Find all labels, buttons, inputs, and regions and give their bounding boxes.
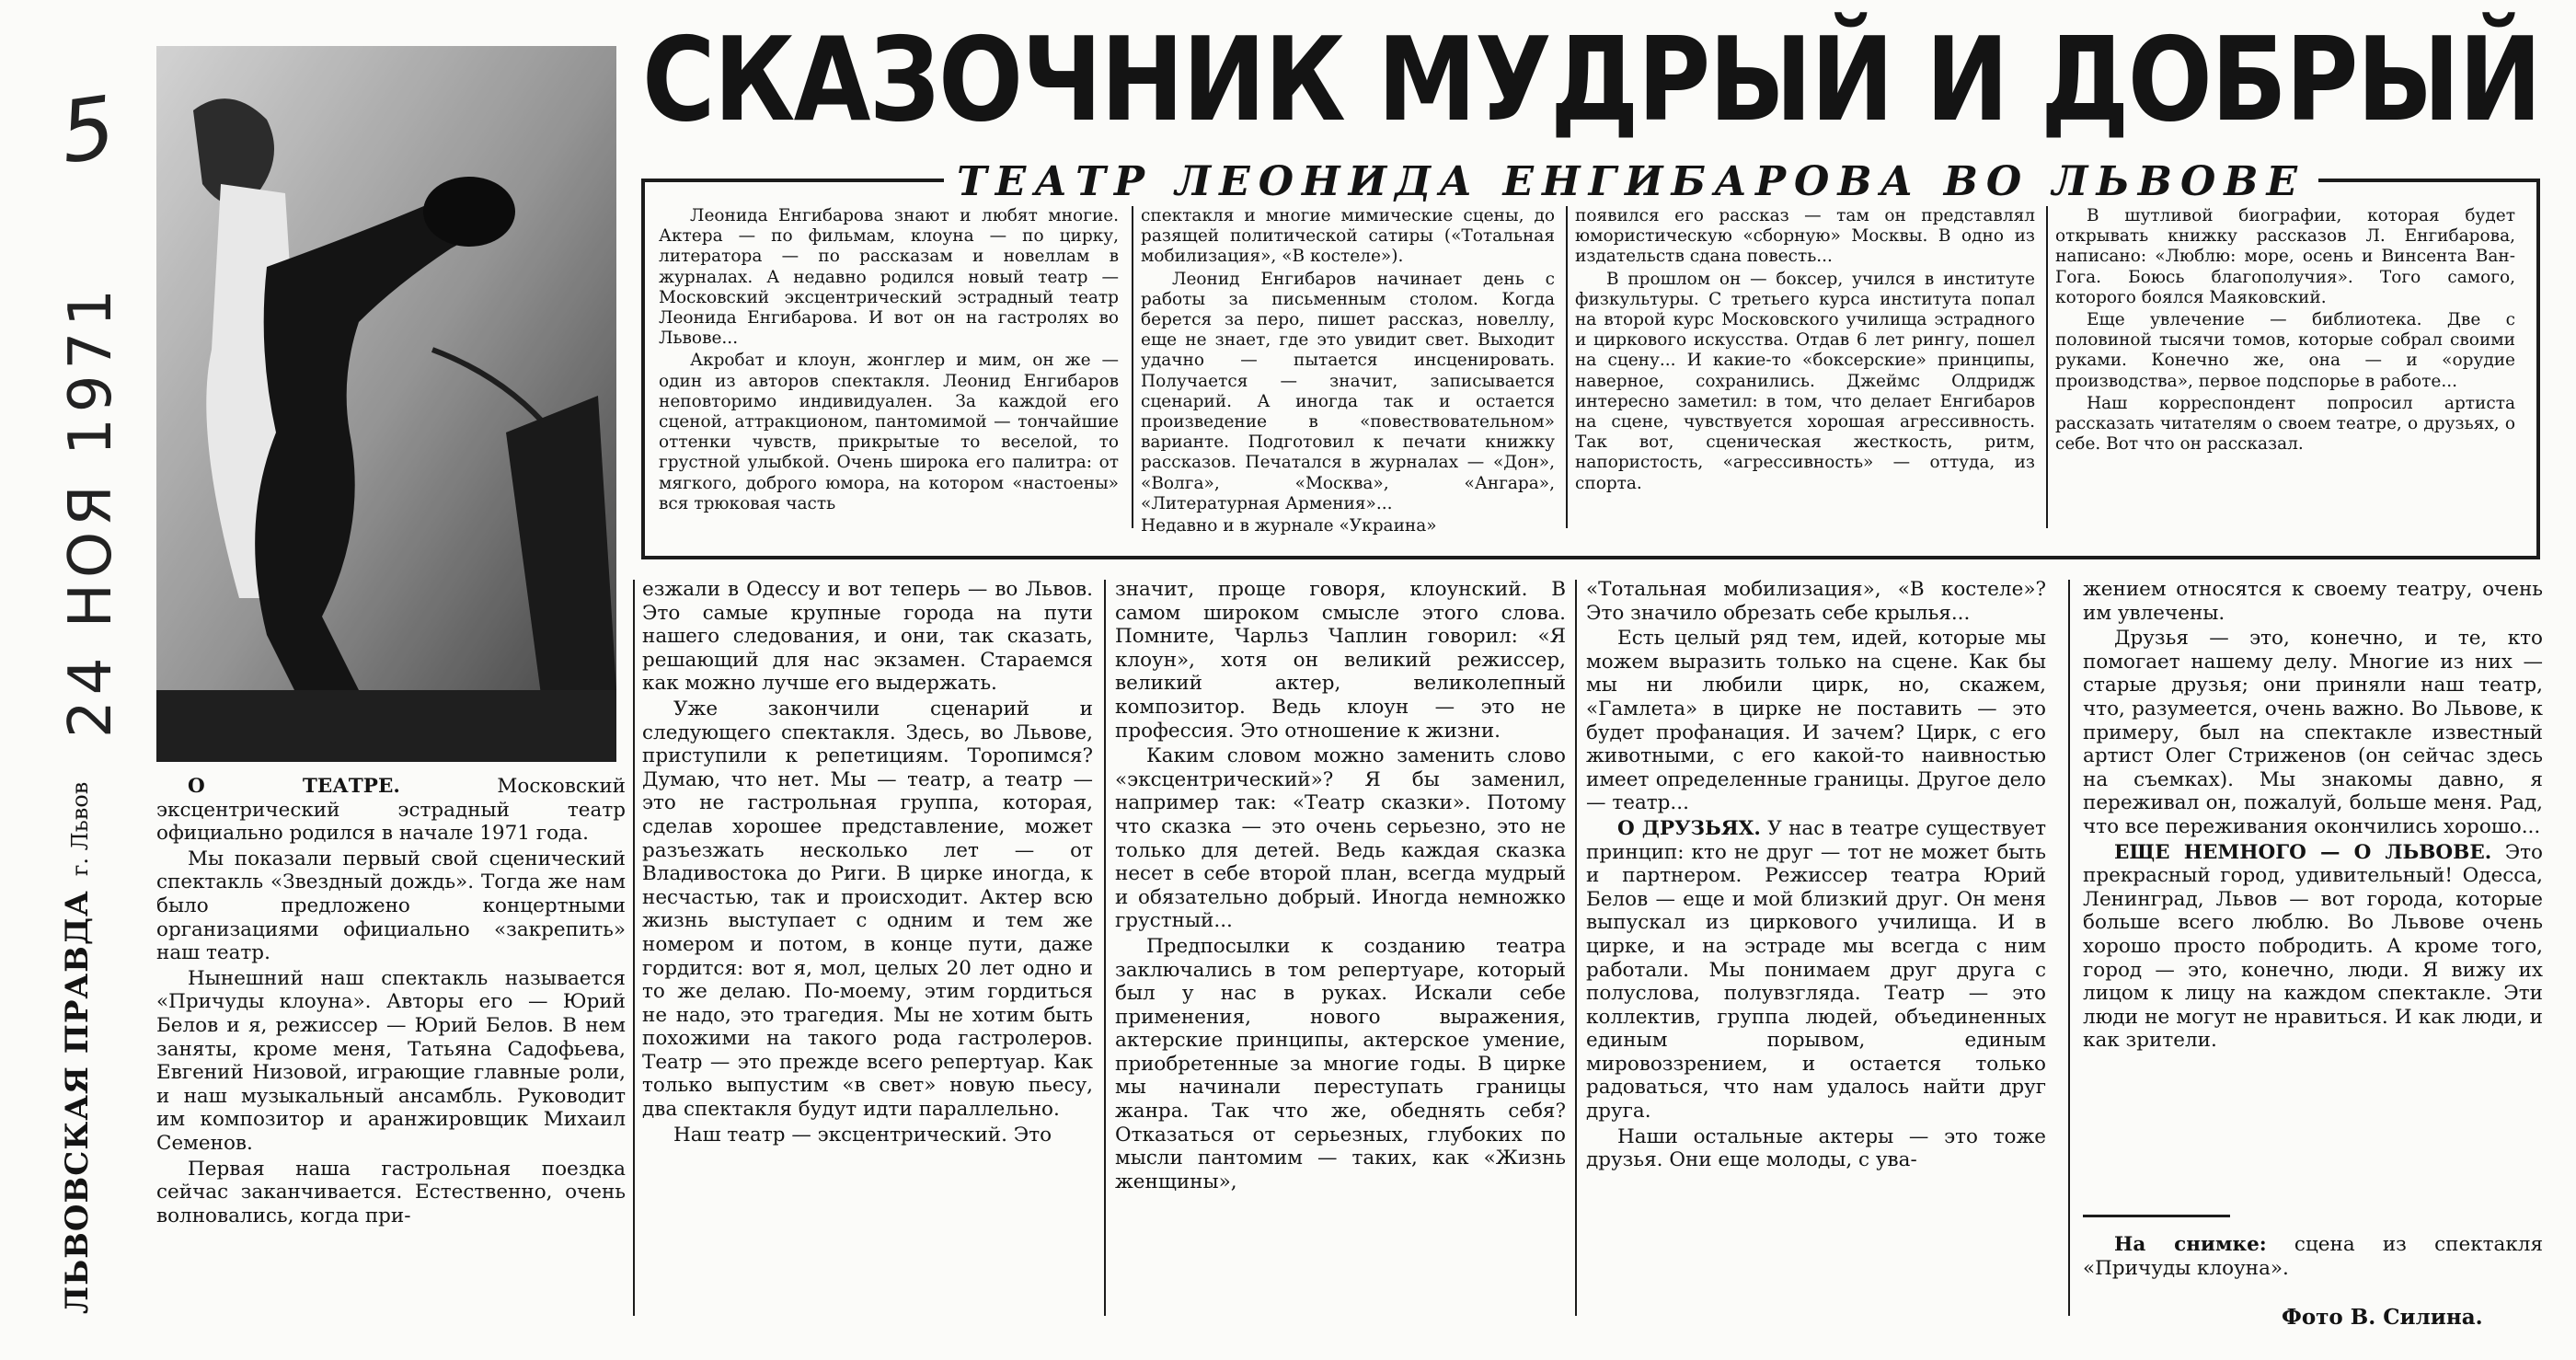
- intro-divider: [1566, 206, 1568, 528]
- body-paragraph: Каким словом можно заменить слово «эксцентрический»? Я бы заменил, например так: «Театр сказки». Потому что сказка — это очень серьезно, это не только для детей. Ведь каждая сказка несет в себе второй план, всегда мудрый и обязательно добрый. Иногда немножко грустный...: [1115, 744, 1566, 933]
- body-paragraph: жением относятся к своему театру, очень им увлечены.: [2083, 578, 2543, 625]
- body-paragraph: Мы показали первый свой сценический спектакль «Звездный дождь». Тогда же нам было предложено концертными организациями официально «закрепить» наш театр.: [156, 847, 626, 965]
- body-paragraph: Наши остальные актеры — это тоже друзья. Они еще молоды, с ува-: [1586, 1124, 2046, 1172]
- intro-paragraph: Наш корреспондент попросил артиста рассказать читателям о своем театре, о друзьях, о себе. Вот что он рассказал.: [2055, 393, 2515, 455]
- handwritten-page-number: 5: [53, 77, 121, 183]
- intro-paragraph: Леонид Енгибаров начинает день с работы за письменным столом. Когда берется за перо, пишет рассказ, новеллу, еще не знает, где это увидит свет. Выходит удачно — пытается инсценировать. Получается — значит, записывается сценарий. А иногда так и остается произведение в «повествовательном» варианте. Подготовил к печати книжку рассказов. Печатался в журналах — «Дон», «Волга», «Москва», «Ангара», «Литературная Армения»...: [1141, 269, 1555, 513]
- intro-column-4: [2055, 206, 2515, 543]
- body-column-2: [642, 578, 1093, 1332]
- body-column-4: [1586, 578, 2046, 1332]
- body-paragraph: О ДРУЗЬЯХ. У нас в театре существует принцип: кто не друг — тот не может быть и партнером. Режиссер театра Юрий Белов — еще и мой близкий друг. Он меня выпускал из циркового училища. И в цирке, и на эстраде мы всегда с ним работали. Мы понимаем друг друга с полуслова, полувзгляда. Театр — это коллектив, группа людей, объединенных единым порывом, единым мировоззрением, и остается только радоваться, что нам удалось найти друг друга.: [1586, 816, 2046, 1124]
- column-divider: [1104, 580, 1106, 1316]
- intro-paragraph: спектакля и многие мимические сцены, до разящей политической сатиры («Тотальная мобилизация», «В костеле»).: [1141, 206, 1555, 267]
- body-paragraph: ЕЩЕ НЕМНОГО — О ЛЬВОВЕ. Это прекрасный город, удивительный! Одесса, Ленинград, Львов — вот города, которые больше всего люблю. Во Львове очень хорошо просто побродить. А кроме того, город — это, конечно, люди. Я вижу их лицом к лицу на каждом спектакле. Эти люди не могут не нравиться. И как люди, и как зрители.: [2083, 840, 2543, 1053]
- column-divider: [2068, 580, 2070, 1316]
- section-heading-friends: О ДРУЗЬЯХ.: [1617, 816, 1761, 840]
- body-paragraph: Предпосылки к созданию театра заключались в том репертуаре, который был у нас в руках. Искали себе применения, нового выражения, актерские принципы, актерское умение, приобретенные за многие годы. В цирке мы начинали переступать границы жанра. Так что же, обеднять себя? Отказаться от серьезных, глубоких по мысли пантомим — таких, как «Жизнь женщины»,: [1115, 934, 1566, 1193]
- stage-photo-image: [156, 46, 616, 762]
- section-heading-lviv: ЕЩЕ НЕМНОГО — О ЛЬВОВЕ.: [2114, 840, 2492, 864]
- headline: СКАЗОЧНИК МУДРЫЙ И ДОБРЫЙ: [642, 12, 2541, 147]
- photo-caption: [2083, 1233, 2543, 1288]
- photo-credit: Фото В. Силина.: [2282, 1305, 2483, 1330]
- body-paragraph: Друзья — это, конечно, и те, кто помогает нашему делу. Многие из них — старые друзья; они приняли наш театр, что, разумеется, очень важно. Во Львове, к примеру, был на спектакле известный артист Олег Стриженов (он сейчас здесь на съемках). Мы знакомы давно, я переживал он, пожалуй, больше меня. Рад, что все переживания окончились хорошо...: [2083, 627, 2543, 838]
- section-heading-theatre: О ТЕАТРЕ.: [188, 775, 400, 798]
- body-paragraph: «Тотальная мобилизация», «В костеле»? Это значило обрезать себе крылья...: [1586, 578, 2046, 625]
- stage-photo: [156, 46, 616, 762]
- body-paragraph: Наш театр — эксцентрический. Это: [673, 1123, 1052, 1147]
- intro-column-1: [659, 206, 1119, 543]
- intro-column-2: [1141, 206, 1555, 543]
- body-column-1: [156, 775, 626, 1327]
- intro-paragraph: Еще увлечение — библиотека. Две с половиной тысячи томов, которые собрал своими руками. Конечно же, она — и «орудие производства», первое подспорье в работе...: [2055, 310, 2515, 391]
- intro-column-3: [1575, 206, 2035, 543]
- caption-text: сцена из спектакля «Причуды клоуна».: [2083, 1233, 2543, 1280]
- subheadline: ТЕАТР ЛЕОНИДА ЕНГИБАРОВА ВО ЛЬВОВЕ: [944, 158, 2318, 205]
- intro-divider: [1132, 206, 1133, 528]
- intro-paragraph: Акробат и клоун, жонглер и мим, он же — один из авторов спектакля. Леонид Енгибаров неповторимо индивидуален. За каждой его сценой, аттракционом, пантомимой — тончайшие оттенки чувств, прикрытые то веселой, то грустной улыбкой. Очень широка его палитра: от мягкого, доброго юмора, на котором «настоены» вся трюковая часть: [659, 351, 1119, 513]
- intro-paragraph: Леонида Енгибарова знают и любят многие. Актера — по фильмам, клоуна — по цирку, литератора — по рассказам и новеллам в журналах. А недавно родился новый театр — Московский эксцентрический эстрадный театр Леонида Енгибарова. И вот он на гастролях во Львове...: [659, 206, 1119, 349]
- body-column-3: [1115, 578, 1566, 1332]
- intro-divider: [2046, 206, 2048, 528]
- column-divider: [633, 580, 635, 1316]
- intro-paragraph: В шутливой биографии, которая будет открывать книжку рассказов Л. Енгибарова, написано: «Люблю: море, осень и Винсента Ван-Гога. Боюсь благополучия». Того самого, которого боялся Маяковский.: [2055, 206, 2515, 307]
- column-divider: [1575, 580, 1577, 1316]
- intro-paragraph: В прошлом он — боксер, учился в институте физкультуры. С третьего курса института попал на второй курс Московского училища эстрадного и циркового искусства. Отдав 6 лет рингу, пошел на сцену... И какие-то «боксерские» принципы, наверное, сохранились. Джеймс Олдридж интересно заметил: в том, что делает Енгибаров на сцене, чувствуется хорошая агрессивность. Так вот, сценическая жесткость, ритм, напористость, «агрессивность» — оттуда, из спорта.: [1575, 269, 2035, 493]
- body-paragraph: Уже закончили сценарий и следующего спектакля. Здесь, во Львове, приступили к репетициям. Торопимся? Думаю, что нет. Мы — театр, а театр — это не гастрольная группа, которая, сделав хорошее представление, может разъезжать несколько лет — от Владивостока до Риги. В цирке иногда, к несчастью, так и происходит. Актер всю жизнь выступает с одним и тем же номером и потом, в конце пути, даже гордится: вот я, мол, целых 20 лет одно и то же делаю. По-моему, этим гордиться не надо, это трагедия. Мы не хотим быть похожими на такого рода гастролеров. Театр — это прежде всего репертуар. Как только выпустим «в свет» новую пьесу, два спектакля будут идти параллельно.: [642, 697, 1093, 1122]
- body-paragraph: О ТЕАТРЕ. Московский эксцентрический эстрадный театр официально родился в начале 1971 года.: [156, 775, 626, 846]
- intro-paragraph: появился его рассказ — там он представлял юмористическую «сборную» Москвы. В одно из издательств сдана повесть...: [1575, 206, 2035, 267]
- body-column-5: [2083, 578, 2543, 1185]
- intro-paragraph: Недавно и в журнале «Украина»: [1141, 516, 1437, 536]
- body-paragraph: Есть целый ряд тем, идей, которые мы можем выразить только на сцене. Как бы мы ни любили цирк, но, скажем, «Гамлета» в цирке не поставить — это будет профанация. И зачем? Цирк, с его животными, с его какой-то наивностью имеет определенные границы. Другое дело — театр...: [1586, 627, 2046, 815]
- body-paragraph: значит, проще говоря, клоунский. В самом широком смысле этого слова. Помните, Чарльз Чаплин говорил: «Я клоун», хотя он великий режиссер, великий актер, великолепный композитор. Ведь клоун — это не профессия. Это отношение к жизни.: [1115, 578, 1566, 743]
- caption-rule: [2083, 1215, 2230, 1217]
- body-paragraph: Нынешний наш спектакль называется «Причуды клоуна». Авторы его — Юрий Белов и я, режиссер — Юрий Белов. В нем заняты, кроме меня, Татьяна Садофьева, Евгений Низовой, играющие главные роли, и наш музыкальный ансамбль. Руководит им композитор и аранжировщик Михаил Семенов.: [156, 966, 626, 1155]
- caption-label: На снимке:: [2114, 1233, 2267, 1256]
- body-paragraph: езжали в Одессу и вот теперь — во Львов. Это самые крупные города на пути нашего следования, и они, так сказать, решающий для нас экзамен. Стараемся как можно лучше его выдержать.: [642, 578, 1093, 696]
- body-paragraph: Первая наша гастрольная поездка сейчас заканчивается. Естественно, очень волновались, когда при-: [156, 1157, 626, 1227]
